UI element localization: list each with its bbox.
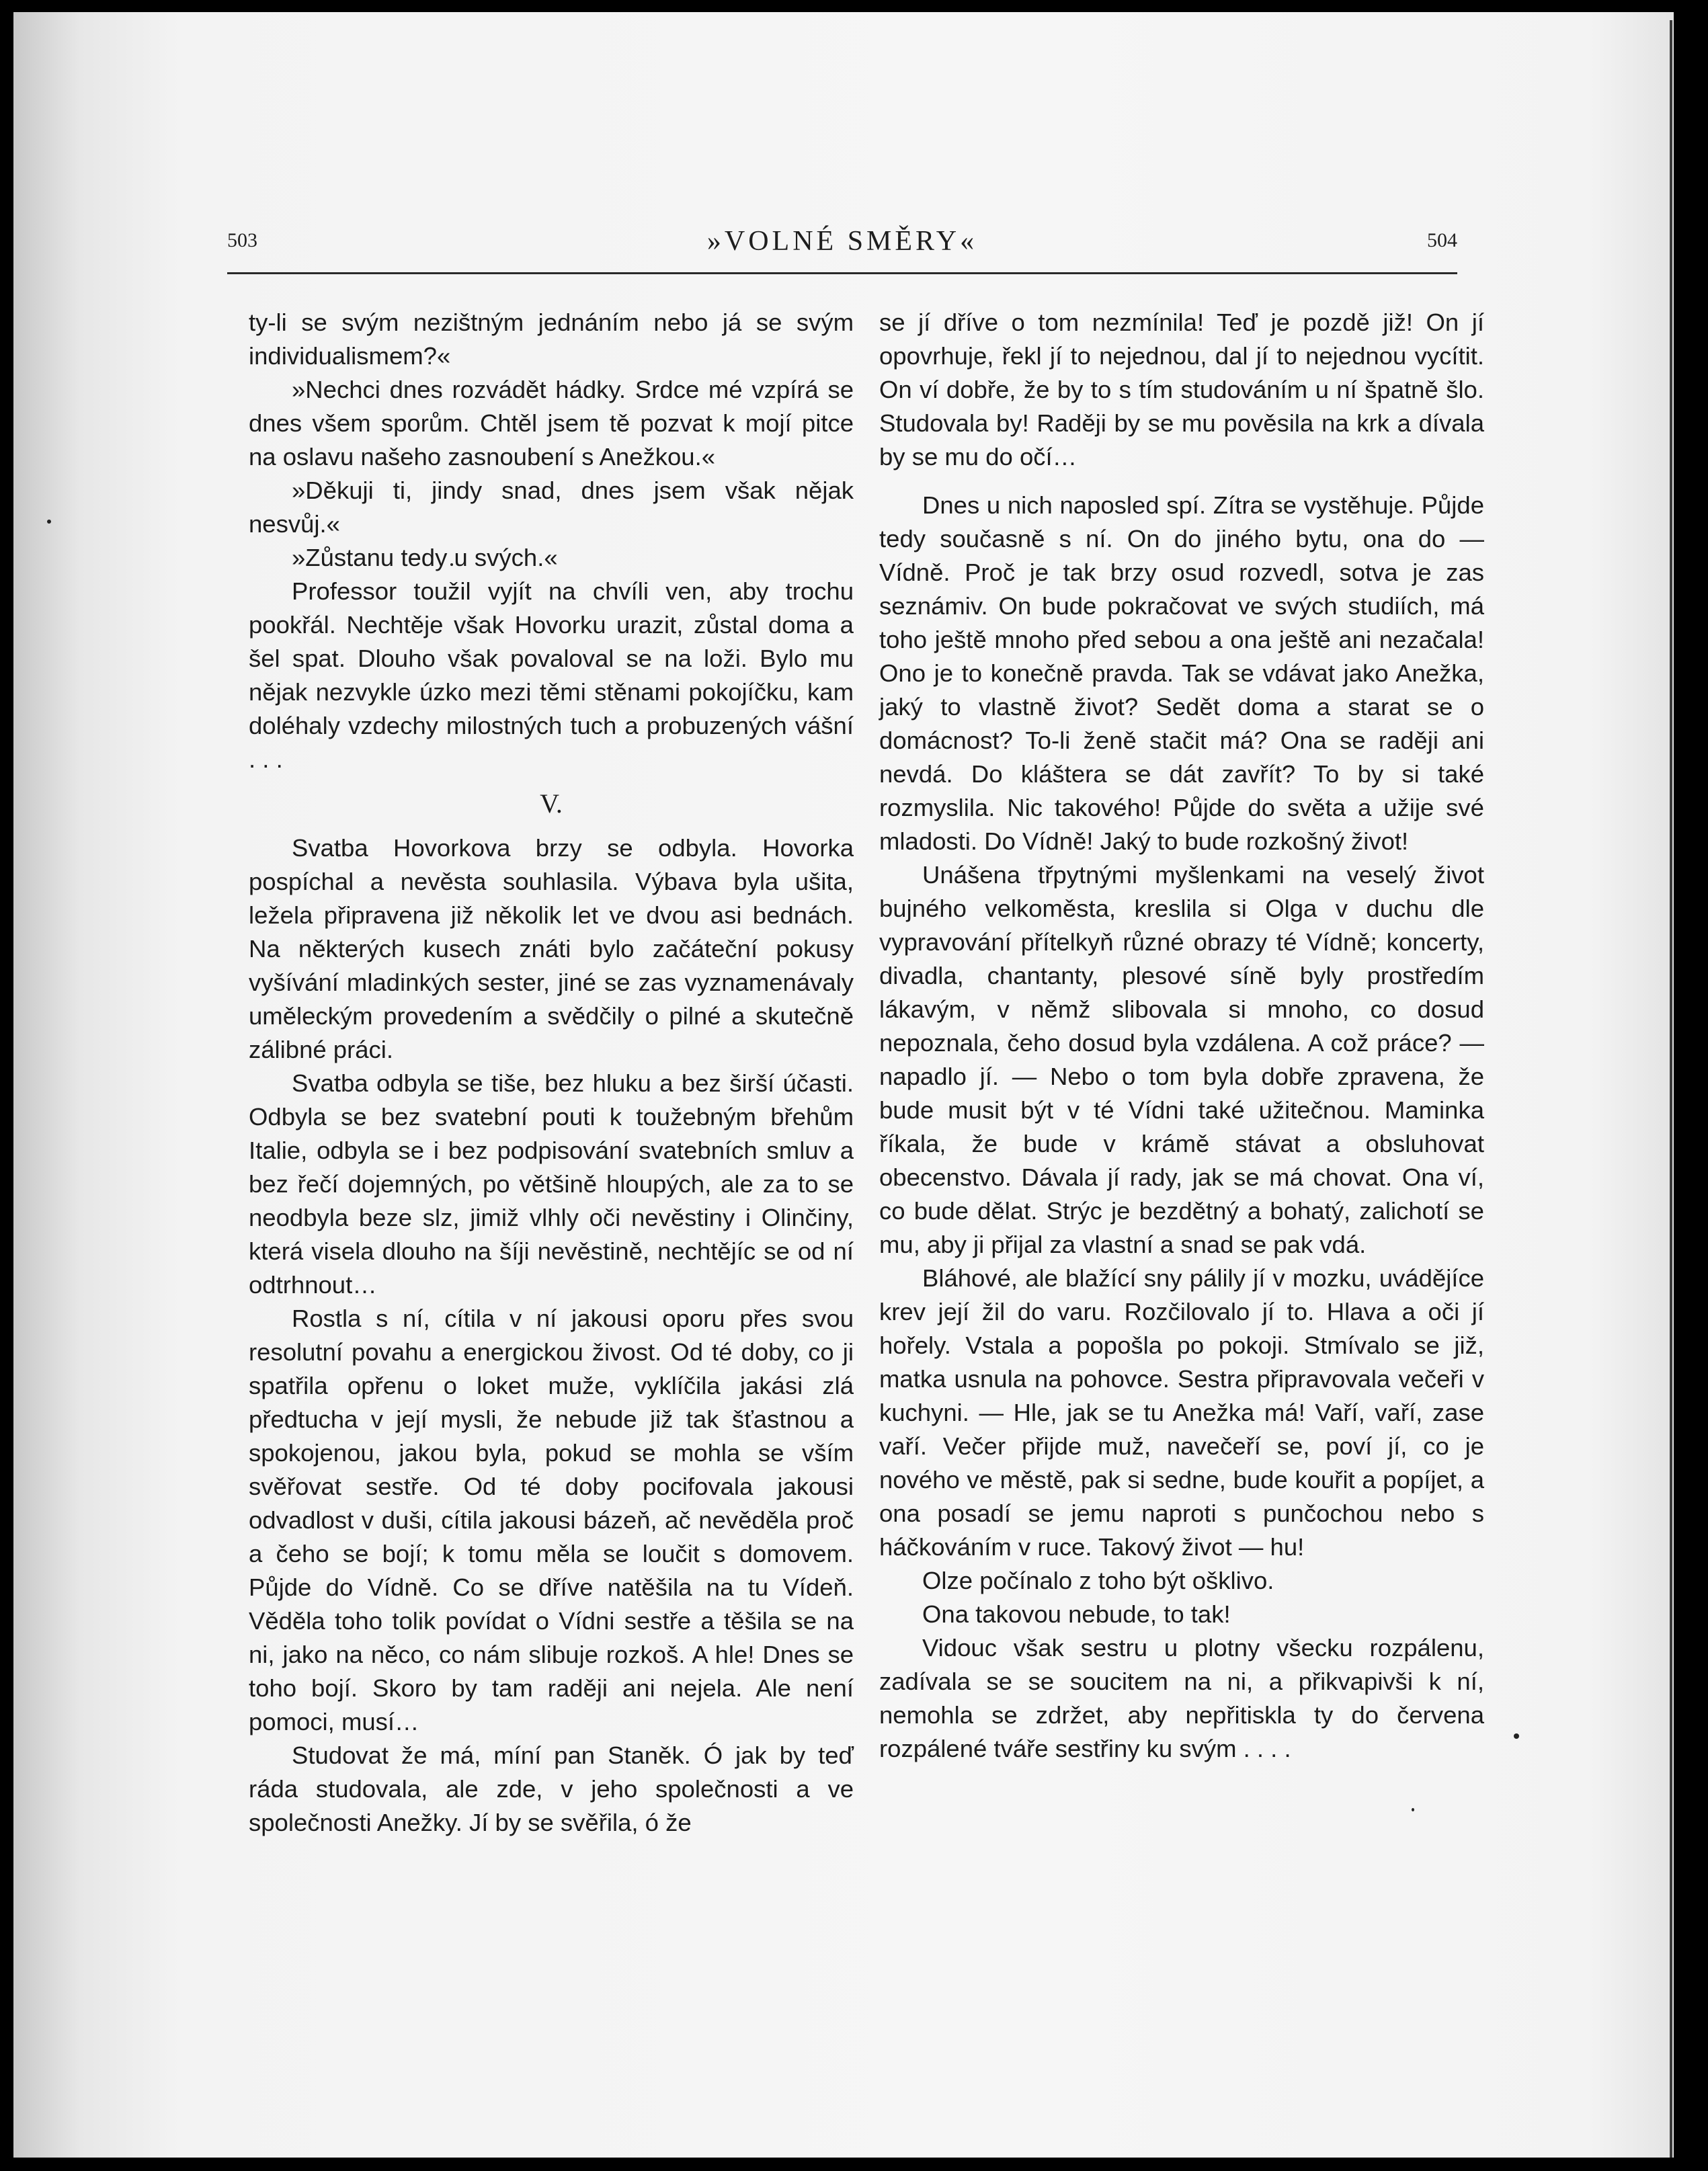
paragraph: Unášena třpytnými myšlenkami na veselý život bujného velkoměsta, kreslila si Olga v duchu dle vypravování přítelkyň různé obrazy té Vídně; koncerty, divadla, chantanty, plesové síně byly prostředím lákavým, v němž slibovala si mnoho, co dosud nepoznala, čeho dosud byla vzdálena. A což práce? — napadlo jí. — Nebo o tom byla dobře zpravena, že bude musit být v té Vídni také užitečnou. Maminka říkala, že bude v krámě stávat a obsluhovat obecenstvo. Dávala jí rady, jak se má chovat. Ona ví, co bude dělat. Strýc je bezdětný a bohatý, zalichotí se mu, aby ji přijal za vlastní a snad se pak vdá. [879,861,1484,1258]
dust-speck [47,520,51,524]
journal-title: »VOLNÉ SMĚRY« [706,226,978,257]
paragraph: Dnes u nich naposled spí. Zítra se vystěhuje. Půjde tedy současně s ní. On do jiného bytu, ona do — Vídně. Proč je tak brzy osud rozvedl, sotva je zas seznámiv. On bude pokračovat ve svých studiích, má toho ještě mnoho před sebou a ona ještě ani nezačala! Ono je to konečně pravda. Tak se vdávat jako Anežka, jaký to vlastně život? Sedět doma a starat se o domácnost? To-li ženě stačit má? Ona se raději ani nevdá. Do kláštera se dát zavřít? To by si také rozmyslila. Nic takového! Půjde do světa a užije své mladosti. Do Vídně! Jaký to bude rozkošný život! [879,491,1484,855]
paragraph: »Děkuji ti, jindy snad, dnes jsem však nějak nesvůj.« [249,477,854,538]
running-header [227,225,1457,265]
page-number-right: 504 [1427,229,1457,251]
paragraph: Studovat že má, míní pan Staněk. Ó jak by teď ráda studovala, ale zde, v jeho společnosti a ve společnosti Anežky. Jí by se svěřila, ó že [249,1742,854,1836]
paragraph: Bláhové, ale blažící sny pálily jí v mozku, uvádějíce krev její žil do varu. Rozčilovalo jí to. Hlava a oči jí hořely. Vstala a popošla po pokoji. Stmívalo se již, matka usnula na pohovce. Sestra připravovala večeři v kuchyni. — Hle, jak se tu Anežka má! Vaří, vaří, zase vaří. Večer přijde muž, navečeří se, poví jí, co je nového ve městě, pak si sedne, bude kouřit a popíjet, a ona posadí se jemu naproti s punčochou nebo s háčkováním v ruce. Takový život — hu! [879,1264,1484,1561]
chapter-heading: V. [540,788,563,819]
paragraph: »Nechci dnes rozvádět hádky. Srdce mé vzpírá se dnes všem sporům. Chtěl jsem tě pozvat k mojí pitce na oslavu našeho zasnoubení s Anežkou.« [249,376,854,470]
paragraph: Svatba Hovorkova brzy se odbyla. Hovorka pospíchal a nevěsta souhlasila. Výbava byla ušita, ležela připravena již několik let ve dvou asi bednách. Na některých kusech znáti bylo začáteční pokusy vyšívání mladinkých sester, jiné se zas vyznamenávaly uměleckým provedením a svědčily o pilné a skutečně zálibné práci. [249,834,854,1063]
paragraph: Professor toužil vyjít na chvíli ven, aby trochu pookřál. Nechtěje však Hovorku urazit, zůstal doma a šel spat. Dlouho však povaloval se na loži. Bylo mu nějak nezvykle úzko mezi těmi stěnami pokojíčku, kam doléhaly vzdechy milostných tuch a probuzených vášní . . . [249,577,854,773]
paragraph: Olze počínalo z toho být ošklivo. [922,1567,1274,1594]
paragraph: Ona takovou nebude, to tak! [922,1600,1231,1628]
paragraph: Rostla s ní, cítila v ní jakousi oporu přes svou resolutní povahu a energickou živost. Od té doby, co ji spatřila opřenu o loket muže, vyklíčila jakási zlá předtucha v její mysli, že nebude již tak šťastnou a spokojenou, jakou byla, pokud se mohla se vším svěřovat sestře. Od té doby pocifovala jakousi odvadlost v duši, cítila jakousi bázeň, ač nevěděla proč a čeho se bojí; k tomu měla se loučit s domovem. Půjde do Vídně. Co se dříve natěšila na tu Vídeň. Věděla toho tolik povídat o Vídni sestře a těšila se na ni, jako na něco, co nám slibuje rozkoš. A hle! Dnes se toho bojí. Skoro by tam raději ani nejela. Ale není pomoci, musí… [249,1305,854,1735]
paragraph: se jí dříve o tom nezmínila! Teď je pozdě již! On jí opovrhuje, řekl jí to nejednou, dal jí to nejednou vycítit. On ví dobře, že by to s tím studováním u ní špatně šlo. Studovala by! Raději by se mu pověsila na krk a dívala by se mu do očí… [879,309,1484,470]
paragraph: ty-li se svým nezištným jednáním nebo já se svým individualismem?« [249,309,854,370]
page-edge-line [1670,20,1672,2158]
dust-speck [1514,1733,1519,1739]
paragraph: »Zůstanu tedy u svých.« [292,544,558,571]
page-number-left: 503 [227,229,257,251]
header-rule [227,272,1457,274]
dust-speck [1412,1808,1414,1811]
right-column [879,306,1484,1766]
scan-border [1678,0,1708,2171]
paragraph: Vidouc však sestru u plotny všecku rozpálenu, zadívala se se soucitem na ni, a přikvapivši k ní, nemohla se zdržet, aby nepřitiskla ty do červena rozpálené tváře sestřiny ku svým . . . . [879,1634,1484,1762]
paragraph: Svatba odbyla se tiše, bez hluku a bez širší účasti. Odbyla se bez svatební pouti k toužebným břehům Italie, odbyla se i bez podpisování svatebních smluv a bez řečí dojemných, po většině hloupých, ale za to se neodbyla beze slz, jimiž vlhly oči nevěstiny i Olinčiny, která visela dlouho na šíji nevěstině, nechtějíc se od ní odtrhnout… [249,1069,854,1299]
left-column [249,306,854,1840]
